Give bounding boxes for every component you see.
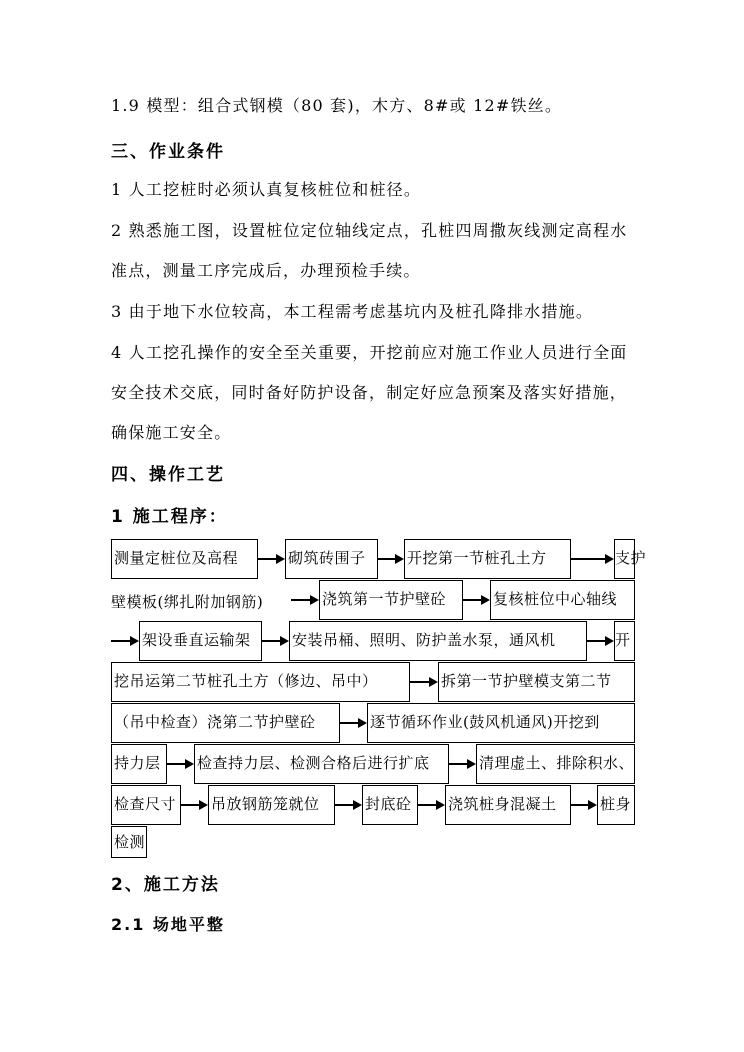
flow-step-pour-pile: 浇筑桩身混凝土 bbox=[445, 785, 571, 825]
paragraph-3-4-line-3: 确保施工安全。 bbox=[111, 423, 232, 442]
flow-step-check-dimensions: 检查尺寸 bbox=[111, 785, 181, 825]
flow-text-formwork: 壁模板(绑扎附加钢筋) bbox=[111, 593, 264, 611]
paragraph-3-2-line-2: 准点，测量工序完成后，办理预检手续。 bbox=[111, 261, 421, 280]
flow-step-measure: 测量定桩位及高程 bbox=[111, 539, 258, 579]
flow-arrow bbox=[587, 636, 614, 646]
flow-step-install-equipment: 安装吊桶、照明、防护盖水泵，通风机 bbox=[289, 621, 587, 661]
flow-arrow bbox=[571, 554, 614, 564]
flow-arrow bbox=[378, 554, 404, 564]
flow-step-first-wall-pour: 浇筑第一节护壁砼 bbox=[319, 580, 463, 620]
flow-step-cycle-excavation: 逐节循环作业(鼓风机通风)开挖到 bbox=[367, 703, 635, 743]
flow-step-lifting-frame: 架设垂直运输架 bbox=[139, 621, 262, 661]
section-heading-4: 四、操作工艺 bbox=[111, 465, 225, 485]
subheading-procedure: 1 施工程序： bbox=[111, 507, 228, 527]
paragraph-1-9: 1.9 模型：组合式钢模（80 套)，木方、8#或 12#铁丝。 bbox=[111, 96, 563, 115]
flow-step-recheck-axis: 复核桩位中心轴线 bbox=[490, 580, 635, 620]
flow-step-second-wall-pour: （吊中检查）浇第二节护壁砼 bbox=[111, 703, 340, 743]
paragraph-3-4-line-2: 安全技术交底，同时备好防护设备，制定好应急预案及落实好措施， bbox=[111, 383, 628, 402]
flow-step-open: 开 bbox=[614, 621, 635, 661]
flow-step-support: 支护 bbox=[614, 539, 635, 579]
flow-arrow bbox=[410, 677, 438, 687]
flow-step-pile-body: 桩身 bbox=[597, 785, 635, 825]
flow-arrow bbox=[340, 718, 367, 728]
flow-arrow bbox=[335, 800, 362, 810]
paragraph-3-1: 1 人工挖桩时必须认真复核桩位和桩径。 bbox=[111, 180, 422, 199]
flow-arrow bbox=[262, 636, 289, 646]
flow-arrow bbox=[258, 554, 285, 564]
flow-step-brick-ring: 砌筑砖围子 bbox=[285, 539, 378, 579]
flow-arrow bbox=[418, 800, 445, 810]
paragraph-3-2-line-1: 2 熟悉施工图，设置桩位定位轴线定点，孔桩四周撒灰线测定高程水 bbox=[111, 221, 628, 240]
flow-step-second-excavation: 挖吊运第二节桩孔土方（修边、吊中） bbox=[111, 662, 410, 702]
flow-arrow bbox=[463, 595, 490, 605]
flow-step-inspection: 检测 bbox=[111, 826, 147, 858]
paragraph-3-3: 3 由于地下水位较高，本工程需考虑基坑内及桩孔降排水措施。 bbox=[111, 302, 594, 321]
flow-arrow bbox=[291, 595, 319, 605]
flow-step-clean-drain: 清理虚土、排除积水、 bbox=[476, 744, 635, 784]
flow-arrow bbox=[571, 800, 597, 810]
flow-step-first-excavation: 开挖第一节桩孔土方 bbox=[404, 539, 571, 579]
section-heading-2: 2、施工方法 bbox=[111, 875, 220, 895]
paragraph-3-4-line-1: 4 人工挖孔操作的安全至关重要，开挖前应对施工作业人员进行全面 bbox=[111, 343, 628, 362]
flow-step-bearing-layer: 持力层 bbox=[111, 744, 167, 784]
flow-step-strip-formwork: 拆第一节护壁模支第二节 bbox=[438, 662, 635, 702]
flow-arrow bbox=[449, 759, 476, 769]
flow-step-place-cage: 吊放钢筋笼就位 bbox=[208, 785, 335, 825]
section-heading-3: 三、作业条件 bbox=[111, 142, 225, 162]
flow-step-check-bearing: 检查持力层、检测合格后进行扩底 bbox=[194, 744, 449, 784]
flow-step-bottom-seal: 封底砼 bbox=[362, 785, 418, 825]
flow-arrow bbox=[111, 636, 139, 646]
subheading-2-1: 2.1 场地平整 bbox=[111, 915, 225, 934]
flow-arrow bbox=[167, 759, 194, 769]
flow-arrow bbox=[181, 800, 208, 810]
